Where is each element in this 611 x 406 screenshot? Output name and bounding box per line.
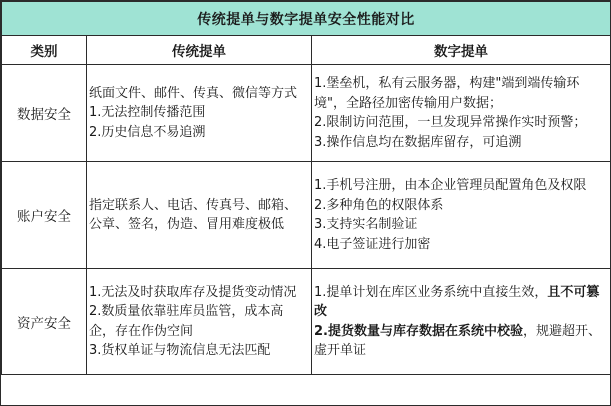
digital-cell <box>312 269 611 375</box>
cell-text: 纸面文件、邮件、传真、微信等方式 <box>89 85 298 101</box>
cell-text: 2.历史信息不易追溯 <box>89 124 206 140</box>
header-digital: 数字提单 <box>312 36 611 65</box>
cell-text-normal: 1.提单计划在库区业务系统中直接生效， <box>314 284 548 300</box>
cell-text-normal: ，规避超开、虚开单证 <box>314 323 601 358</box>
traditional-cell <box>87 269 312 375</box>
table-title: 传统提单与数字提单安全性能对比 <box>2 2 611 36</box>
traditional-cell <box>87 162 312 269</box>
comparison-table <box>1 1 611 375</box>
category-cell: 账户安全 <box>2 162 87 269</box>
cell-text: 1.手机号注册，由本企业管理员配置角色及权限 <box>314 178 587 193</box>
cell-text <box>314 322 608 361</box>
cell-text-bold: 且不可篡改 <box>314 284 600 319</box>
cell-text: 2.限制访问范围，一旦发现异常操作实时预警； <box>314 115 587 130</box>
digital-cell <box>312 65 611 162</box>
cell-text: 1.无法及时获取库存及提货变动情况 <box>89 284 297 300</box>
cell-text: 2.数质量依靠驻库员监管，成本高企，存在作伪空间 <box>89 304 284 339</box>
cell-text: 3.货权单证与物流信息无法匹配 <box>89 343 271 358</box>
cell-text <box>314 283 608 322</box>
digital-cell <box>312 162 611 269</box>
table-row <box>2 162 611 269</box>
traditional-cell <box>87 65 312 162</box>
cell-text: 3.操作信息均在数据库留存，可追溯 <box>314 134 522 150</box>
table-row <box>2 65 611 162</box>
cell-text: 1.堡垒机，私有云服务器，构建"端到端传输环境"，全路径加密传输用户数据； <box>314 76 580 111</box>
cell-text: 指定联系人、电话、传真号、邮箱、公章、签名，伪造、冒用难度极低 <box>89 197 298 232</box>
cell-text: 1.无法控制传播范围 <box>89 105 206 121</box>
category-cell: 资产安全 <box>2 269 87 375</box>
cell-text: 3.支持实名制验证 <box>314 217 418 232</box>
category-cell: 数据安全 <box>2 65 87 162</box>
cell-text-bold: 2.提货数量与库存数据在系统中校验 <box>314 323 523 339</box>
table-row <box>2 269 611 375</box>
header-category: 类别 <box>2 36 87 65</box>
cell-text: 4.电子签证进行加密 <box>314 236 431 252</box>
cell-text: 2.多种角色的权限体系 <box>314 197 444 213</box>
header-traditional: 传统提单 <box>87 36 312 65</box>
